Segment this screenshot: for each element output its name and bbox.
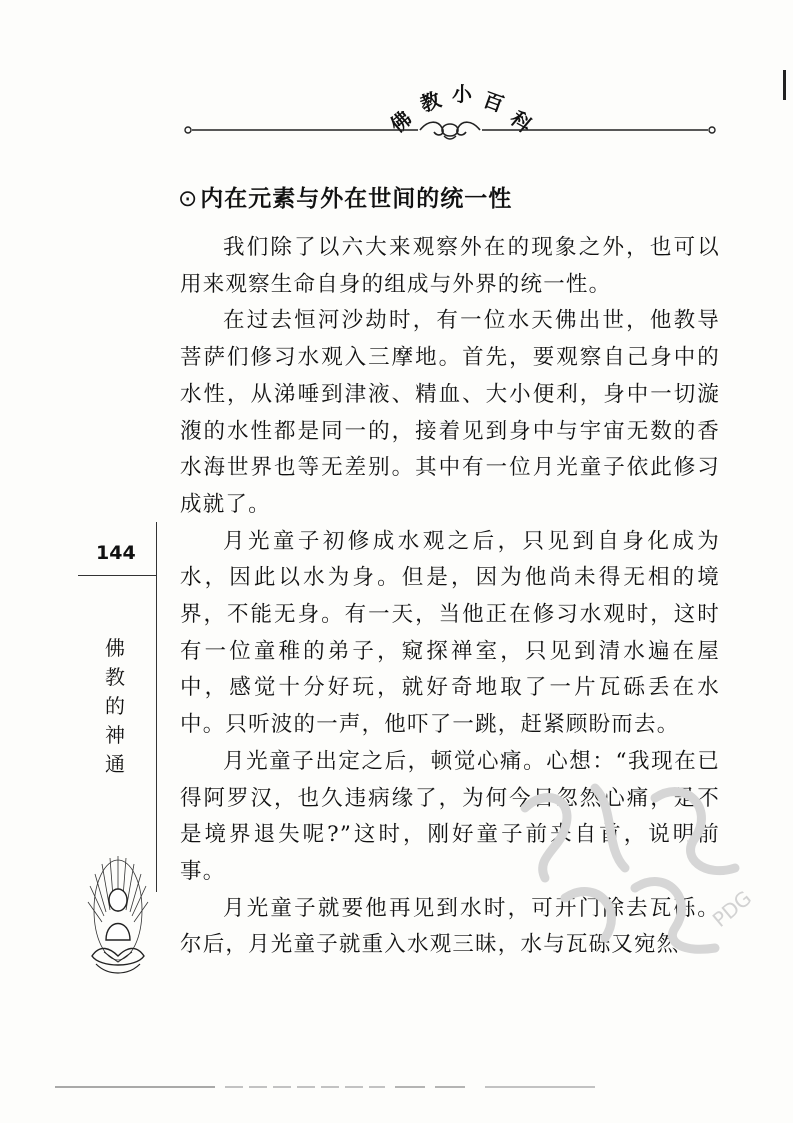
series-title-char: 教: [417, 87, 445, 117]
book-title-char: 神: [105, 723, 125, 747]
buddha-figure-icon: [86, 852, 150, 982]
watermark-text: PDG: [707, 885, 757, 932]
series-title-char: 百: [479, 87, 507, 117]
section-heading-text: 内在元素与外在世间的统一性: [200, 186, 513, 212]
book-title-vertical: [100, 634, 130, 779]
paragraph: 月光童子出定之后，顿觉心痛。心想：“我现在已得阿罗汉，也久违病缘了，为何今日忽然心痛，是不是境界退失呢?”这时，刚好童子前来自首，说明前事。: [180, 748, 720, 884]
book-title-char: 通: [105, 752, 125, 776]
margin-rule: [78, 575, 156, 576]
book-title-char: 教: [105, 665, 125, 689]
paragraph: 月光童子初修成水观之后，只见到自身化成为水，因此以水为身。但是，因为他尚未得无相的境界，不能无身。有一天，当他正在修习水观时，这时有一位童稚的弟子，窥探禅室，只见到清水遍在屋中，感觉十分好玩，就好奇地取了一片瓦砾丢在水中。只听波的一声，他吓了一跳，赶紧顾盼而去。: [180, 528, 720, 738]
header-ornament-rule: [180, 118, 720, 142]
footer-rule: [55, 1084, 595, 1090]
series-title-char: 小: [452, 82, 472, 106]
book-title-char: 的: [105, 694, 125, 718]
paragraph: 在过去恒河沙劫时，有一位水天佛出世，他教导菩萨们修习水观入三摩地。首先，要观察自己身中的水性，从涕唾到津液、精血、大小便利，身中一切漩澓的水性都是同一的，接着见到身中与宇宙无数的香水海世界也等无差别。其中有一位月光童子依此修习成就了。: [180, 308, 720, 517]
margin-rule-vertical: [156, 522, 157, 892]
paragraph: 月光童子就要他再见到水时，可开门除去瓦砾。尔后，月光童子就重入水观三昧，水与瓦砾又宛然: [180, 895, 720, 958]
section-heading: [178, 180, 512, 213]
watermark-stamp: [505, 768, 765, 978]
series-title-char: 科: [505, 106, 537, 138]
circle-dot-icon: ⊙: [178, 186, 199, 212]
paragraph: 我们除了以六大来观察外在的现象之外，也可以用来观察生命自身的组成与外界的统一性。: [180, 235, 720, 297]
book-title-char: 佛: [105, 636, 125, 660]
page-number: 144: [96, 542, 136, 564]
series-title-char: 佛: [385, 106, 417, 138]
page-edge-mark: [783, 70, 786, 100]
